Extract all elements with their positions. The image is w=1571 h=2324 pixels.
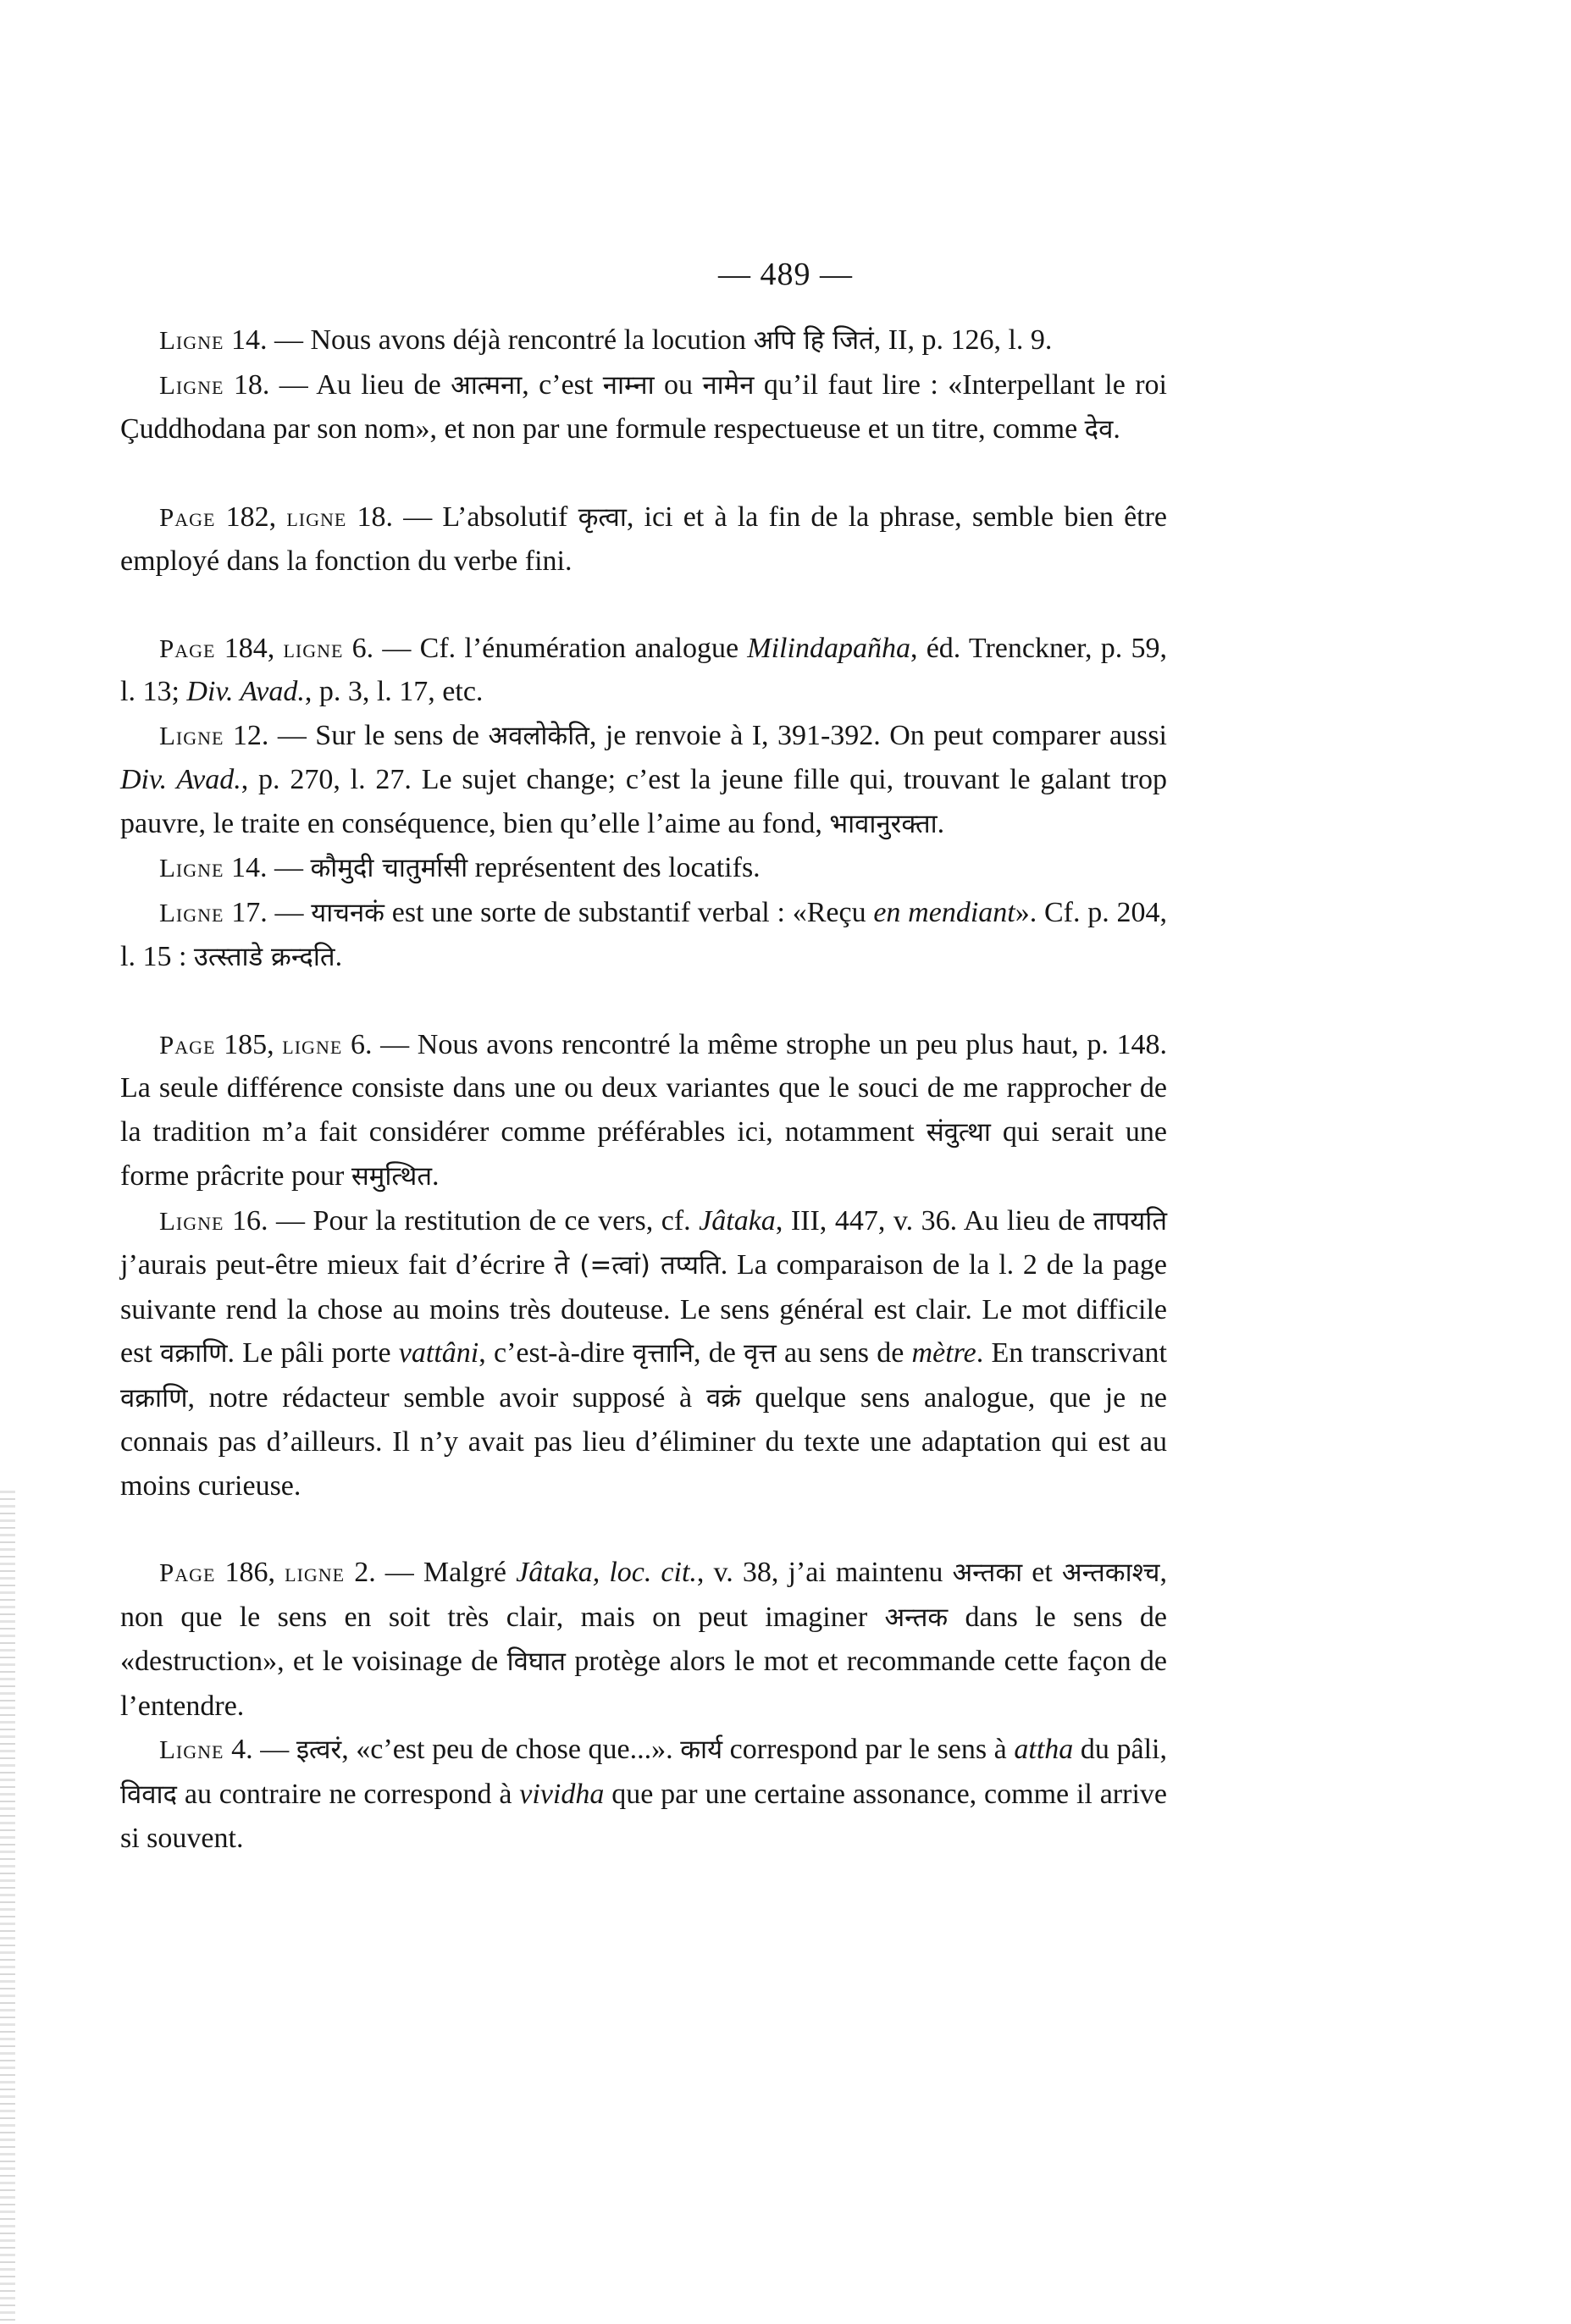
heading-label: Page: [159, 501, 216, 532]
text-run: 184,: [215, 632, 284, 664]
text-run: .: [937, 807, 945, 839]
text-run: représentent des locatifs.: [467, 852, 761, 883]
devanagari-term: संवुत्था: [926, 1116, 991, 1148]
heading-label: Page: [159, 1558, 216, 1587]
text-run: que par une certaine assonance, comme il arrive si souvent.: [120, 1778, 1167, 1854]
italic-term: mètre: [911, 1337, 976, 1369]
note-paragraph: [120, 318, 1167, 363]
text-run: 17. —: [224, 896, 312, 928]
devanagari-term: वक्राणि: [160, 1338, 228, 1369]
devanagari-term: अपि हि जितं: [753, 325, 874, 356]
text-run: . La comparaison de la l. 2 de la page suivante rend la chose au moins très douteuse. Le sens général est clair. Le mot difficile est: [120, 1249, 1167, 1369]
italic-term: Div. Avad.: [186, 676, 305, 707]
devanagari-term: कार्य: [680, 1735, 723, 1765]
note-paragraph: [120, 627, 1167, 714]
text-run: 6. — Cf. l’énumération analogue: [343, 632, 748, 664]
text-run: 182,: [215, 501, 287, 533]
devanagari-term: आत्मना: [451, 369, 523, 401]
devanagari-term: अन्तका: [952, 1558, 1023, 1588]
devanagari-term: विघात: [506, 1646, 566, 1677]
text-run: qui serait une forme prâcrite pour: [120, 1115, 1167, 1192]
text-run: , notre rédacteur semble avoir supposé à: [187, 1381, 706, 1414]
binding-edge: [0, 1491, 15, 2324]
text-run: j’aurais peut-être mieux fait d’écrire: [120, 1249, 555, 1281]
note-paragraph: [120, 1551, 1167, 1728]
text-run: qu’il faut lire : «Interpellant le roi Çuddhodana par son nom», et non par une formule respectueuse et un titre, comme: [120, 368, 1167, 445]
text-run: quelque sens analogue, que je ne connais pas d’ailleurs. Il n’y avait pas lieu d’éliminer du texte une adaptation qui est au moins curieuse.: [120, 1381, 1168, 1502]
text-run: 6. — Nous avons rencontré la même strophe un peu plus haut, p. 148. La seule différence consiste dans une ou deux variantes que le souci de me rapprocher de la tradition m’a fait considérer comme préférables ici, notamment: [120, 1028, 1168, 1148]
heading-label: Ligne: [159, 325, 224, 355]
text-run: , «c’est peu de chose que...».: [341, 1734, 681, 1765]
text-run: 2. — Malgré: [345, 1557, 517, 1588]
text-run: .: [432, 1160, 440, 1192]
devanagari-term: वृत्तानि: [633, 1338, 694, 1369]
text-run: , je renvoie à I, 391-392. On peut comparer aussi: [589, 719, 1167, 751]
text-run: , v. 38, j’ai maintenu: [696, 1557, 953, 1588]
devanagari-term: ते (=त्वां) तप्यति: [554, 1250, 721, 1281]
text-run: protège alors le mot et recommande cette façon de l’entendre.: [120, 1646, 1167, 1722]
text-run: 14. —: [224, 852, 311, 883]
italic-term: vividha: [519, 1778, 605, 1810]
heading-label: Ligne: [159, 720, 224, 750]
text-run: , p. 3, l. 17, etc.: [304, 676, 484, 707]
italic-term: vattâni: [398, 1337, 479, 1369]
italic-term: Div. Avad.: [120, 764, 241, 795]
devanagari-term: इत्वरं: [296, 1735, 342, 1765]
text-run: 14. — Nous avons déjà rencontré la locution: [224, 324, 754, 356]
heading-label: Ligne: [159, 1735, 224, 1764]
text-run: 185,: [215, 1028, 283, 1060]
heading-label: ligne: [283, 633, 344, 663]
text-run: 12. — Sur le sens de: [224, 719, 489, 751]
devanagari-term: अन्तकाश्च: [1061, 1558, 1160, 1588]
note-paragraph: [120, 846, 1167, 891]
text-run: 16. — Pour la restitution de ce vers, cf.: [224, 1204, 700, 1237]
italic-term: Milindapañha: [747, 632, 910, 664]
note-paragraph: [120, 714, 1167, 847]
heading-label: Ligne: [159, 853, 224, 883]
devanagari-term: उत्स्ताडे क्रन्दति: [193, 942, 335, 972]
devanagari-term: भावानुरक्ता: [829, 808, 938, 839]
devanagari-term: नामेन: [702, 369, 755, 401]
note-paragraph: [120, 891, 1167, 980]
text-run: au contraire ne correspond à: [177, 1778, 520, 1810]
note-paragraph: [120, 1728, 1167, 1861]
devanagari-term: तापयति: [1093, 1205, 1167, 1237]
note-paragraph: [120, 495, 1167, 584]
heading-label: Page: [159, 1029, 216, 1060]
heading-label: Ligne: [159, 897, 224, 927]
text-run: . En transcrivant: [976, 1337, 1167, 1369]
heading-label: Ligne: [159, 1205, 224, 1236]
text-run: , éd. Trenckner, p. 59, l. 13;: [120, 632, 1168, 707]
text-run: ». Cf. p. 204, l. 15 :: [120, 896, 1167, 972]
heading-label: ligne: [286, 501, 347, 532]
text-run: , III, 447, v. 36. Au lieu de: [775, 1204, 1093, 1237]
text-run: et: [1022, 1557, 1062, 1588]
devanagari-term: कृत्वा: [578, 501, 627, 533]
devanagari-term: अवलोकेति: [488, 720, 589, 751]
devanagari-term: अन्तक: [884, 1602, 949, 1633]
text-run: . Le pâli porte: [227, 1337, 399, 1369]
devanagari-term: वृत्त: [744, 1338, 777, 1369]
devanagari-term: वक्रं: [705, 1382, 741, 1414]
text-run: , c’est-à-dire: [478, 1337, 633, 1369]
text-run: , de: [693, 1337, 744, 1369]
text-run: , p. 270, l. 27. Le sujet change; c’est la jeune fille qui, trouvant le galant trop pauvre, le traite en conséquence, bien qu’elle l’aime au fond,: [120, 764, 1167, 839]
text-column: [120, 318, 1167, 1861]
text-run: du pâli,: [1073, 1734, 1168, 1765]
text-run: 18. — Au lieu de: [224, 368, 451, 401]
text-run: , II, p. 126, l. 9.: [873, 324, 1053, 356]
text-run: , non que le sens en soit très clair, mais on peut imaginer: [120, 1557, 1167, 1633]
text-run: 186,: [215, 1557, 285, 1588]
text-run: est une sorte de substantif verbal : «Reçu: [384, 896, 874, 928]
text-run: correspond par le sens à: [722, 1734, 1015, 1765]
text-run: .: [335, 941, 343, 972]
text-run: 18. — L’absolutif: [346, 501, 578, 533]
heading-label: ligne: [285, 1558, 346, 1587]
italic-term: attha: [1014, 1734, 1074, 1765]
text-run: au sens de: [776, 1337, 912, 1369]
devanagari-term: याचनकं: [311, 897, 384, 928]
note-paragraph: [120, 1023, 1167, 1199]
italic-term: en mendiant: [873, 896, 1015, 928]
italic-term: Jâtaka: [699, 1204, 776, 1237]
devanagari-term: विवाद: [120, 1779, 177, 1810]
devanagari-term: नाम्ना: [602, 369, 655, 401]
italic-term: Jâtaka, loc. cit.: [516, 1557, 697, 1588]
text-run: 4. —: [224, 1734, 296, 1765]
text-run: .: [1113, 413, 1120, 445]
heading-label: Ligne: [159, 369, 224, 400]
note-paragraph: [120, 1199, 1167, 1508]
text-run: ou: [654, 368, 703, 401]
heading-label: Page: [159, 633, 216, 663]
heading-label: ligne: [282, 1029, 343, 1060]
devanagari-term: समुत्थित: [351, 1161, 433, 1192]
devanagari-term: देव: [1084, 414, 1114, 445]
note-paragraph: [120, 363, 1167, 452]
devanagari-term: कौमुदी चातुर्मासी: [310, 853, 468, 883]
text-run: , ici et à la fin de la phrase, semble bien être employé dans la fonction du verbe fini.: [120, 501, 1168, 577]
text-run: , c’est: [522, 368, 603, 401]
page-number: — 489 —: [718, 257, 853, 292]
text-run: dans le sens de «destruction», et le voisinage de: [120, 1601, 1167, 1677]
devanagari-term: वक्राणि: [120, 1382, 188, 1414]
